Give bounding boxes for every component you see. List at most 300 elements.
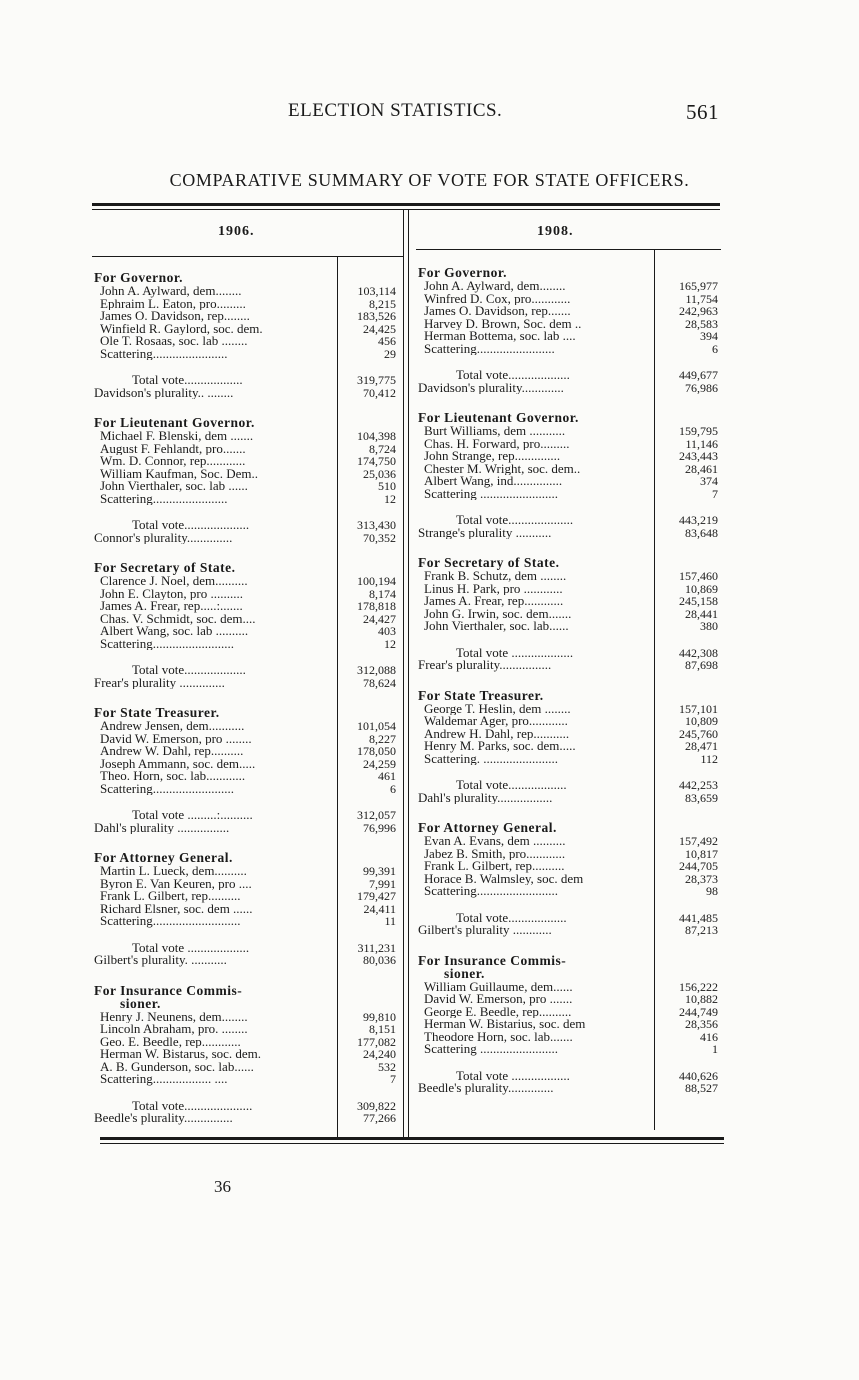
- plurality-label: Strange's plurality ...........: [418, 526, 552, 539]
- candidate-row: [418, 740, 722, 753]
- candidate-row: [94, 770, 400, 783]
- office-title: For Lieutenant Governor.: [418, 410, 579, 425]
- candidate-votes: 10,869: [685, 581, 718, 596]
- total-vote-label: Total vote ..................: [456, 1069, 570, 1082]
- candidate-name: Scattering.........................: [100, 782, 234, 795]
- total-vote-row: [418, 912, 722, 925]
- total-vote-label: Total vote..................: [456, 911, 567, 924]
- candidate-row: [94, 455, 400, 468]
- candidate-name: Andrew H. Dahl, rep...........: [424, 727, 570, 740]
- plurality-label: Beedle's plurality..............: [418, 1082, 554, 1095]
- candidate-votes: 24,411: [363, 901, 396, 916]
- candidate-votes: 7: [712, 486, 718, 501]
- plurality-value: 70,412: [363, 385, 396, 400]
- candidate-name: Winfield R. Gaylord, soc. dem.: [100, 322, 263, 335]
- candidate-votes: 98: [706, 884, 718, 898]
- plurality-value: 83,648: [685, 525, 718, 540]
- candidate-votes: 28,356: [685, 1017, 718, 1031]
- candidate-row: [418, 488, 722, 501]
- candidate-votes: 7: [390, 1072, 396, 1086]
- candidate-name: August F. Fehlandt, pro.......: [100, 442, 246, 455]
- candidate-name: Waldemar Ager, pro............: [424, 715, 568, 728]
- running-title: ELECTION STATISTICS.: [288, 100, 503, 121]
- candidate-votes: 244,705: [679, 859, 718, 873]
- candidate-row: [418, 981, 722, 994]
- candidate-votes: 24,427: [363, 611, 396, 626]
- office-section: [94, 982, 400, 1125]
- candidate-name: George E. Beedle, rep..........: [424, 1005, 572, 1018]
- candidate-row: [94, 430, 400, 443]
- candidate-row: [418, 1018, 722, 1031]
- candidate-row: [94, 310, 400, 323]
- office-section: [418, 952, 722, 1095]
- candidate-name: Byron E. Van Keuren, pro ....: [100, 877, 252, 890]
- candidate-name: Scattering.................. ....: [100, 1073, 228, 1086]
- plurality-label: Gilbert's plurality. ...........: [94, 954, 227, 967]
- candidate-votes: 99,810: [363, 1009, 396, 1024]
- office-title-continued: sioner.: [120, 995, 161, 1011]
- candidate-name: Herman W. Bistarius, soc. dem: [424, 1018, 586, 1031]
- candidate-votes: 183,526: [357, 309, 396, 323]
- candidate-votes: 101,054: [357, 719, 396, 733]
- candidate-votes: 243,443: [679, 449, 718, 463]
- office-section: [418, 822, 722, 937]
- total-vote-row: [418, 647, 722, 660]
- candidate-name: Frank L. Gilbert, rep..........: [100, 890, 241, 903]
- candidate-row: [418, 280, 722, 293]
- office-section: [418, 412, 722, 539]
- summary-title: COMPARATIVE SUMMARY OF VOTE FOR STATE OFFICERS.: [169, 170, 690, 190]
- candidate-votes: 157,460: [679, 569, 718, 583]
- plurality-row: [418, 382, 722, 395]
- candidate-name: John Vierthaler, soc. lab......: [424, 620, 569, 633]
- plurality-row: [94, 387, 400, 400]
- candidate-row: [94, 323, 400, 336]
- total-vote-row: [94, 374, 400, 387]
- candidate-name: Theo. Horn, soc. lab............: [100, 770, 246, 783]
- candidate-row: [94, 1023, 400, 1036]
- candidate-votes: 157,492: [679, 834, 718, 848]
- candidate-row: [94, 745, 400, 758]
- candidate-name: Richard Elsner, soc. dem ......: [100, 902, 253, 915]
- candidate-votes: 99,391: [363, 864, 396, 878]
- plurality-row: [418, 792, 722, 805]
- candidate-votes: 12: [384, 491, 396, 506]
- plurality-label: Gilbert's plurality ............: [418, 924, 552, 937]
- office-section: [94, 562, 400, 689]
- candidate-row: [94, 298, 400, 311]
- total-vote-row: [94, 1100, 400, 1113]
- candidate-row: [94, 480, 400, 493]
- candidate-votes: 461: [378, 769, 396, 783]
- candidate-row: [94, 903, 400, 916]
- candidate-name: Scattering...........................: [100, 915, 241, 928]
- office-title: For Insurance Commis-: [94, 982, 243, 998]
- plurality-label: Beedle's plurality...............: [94, 1112, 233, 1125]
- candidate-name: Scattering.......................: [100, 492, 228, 505]
- column-1908: [418, 249, 722, 1095]
- candidate-row: [94, 1073, 400, 1086]
- candidate-votes: 8,227: [369, 731, 396, 746]
- candidate-row: [418, 343, 722, 356]
- office-section: [418, 267, 722, 394]
- candidate-row: [418, 583, 722, 596]
- office-section: [94, 707, 400, 834]
- candidate-name: Scattering.......................: [100, 347, 228, 360]
- column-divider-right: [408, 209, 409, 1137]
- plurality-row: [94, 677, 400, 690]
- candidate-name: Albert Wang, ind...............: [424, 475, 563, 488]
- candidate-row: [418, 330, 722, 343]
- plurality-label: Davidson's plurality.. ........: [94, 386, 234, 399]
- candidate-votes: 28,373: [685, 871, 718, 886]
- candidate-row: [418, 425, 722, 438]
- candidate-name: William Guillaume, dem......: [424, 980, 573, 993]
- candidate-votes: 456: [378, 334, 396, 348]
- top-rule-thin: [92, 209, 720, 210]
- total-vote-label: Total vote ...................: [456, 646, 574, 659]
- office-title: For Insurance Commis-: [418, 952, 567, 968]
- candidate-name: William Kaufman, Soc. Dem..: [100, 467, 258, 480]
- candidate-row: [418, 463, 722, 476]
- candidate-votes: 156,222: [679, 979, 718, 994]
- plurality-row: [418, 924, 722, 937]
- total-vote-label: Total vote .........:..........: [132, 809, 253, 822]
- column-divider-left: [403, 209, 404, 1137]
- candidate-votes: 10,817: [685, 846, 718, 861]
- candidate-name: John A. Aylward, dem........: [100, 285, 242, 298]
- candidate-row: [94, 468, 400, 481]
- candidate-name: A. B. Gunderson, soc. lab......: [100, 1060, 254, 1073]
- plurality-value: 70,352: [363, 530, 396, 545]
- candidate-name: Harvey D. Brown, Soc. dem ..: [424, 317, 582, 330]
- candidate-name: Evan A. Evans, dem ..........: [424, 835, 566, 848]
- candidate-votes: 374: [700, 474, 718, 488]
- office-title-continued: sioner.: [444, 965, 485, 981]
- total-vote-row: [94, 942, 400, 955]
- candidate-row: [418, 1031, 722, 1044]
- total-vote-label: Total vote..................: [456, 779, 567, 792]
- candidate-votes: 532: [378, 1059, 396, 1074]
- candidate-name: Ephraim L. Eaton, pro.........: [100, 297, 246, 310]
- year-heading-1908: 1908.: [537, 224, 574, 239]
- candidate-row: [418, 450, 722, 463]
- office-title: For Lieutenant Governor.: [94, 415, 255, 430]
- total-vote-value: 312,088: [357, 663, 396, 677]
- office-title: For Governor.: [94, 270, 183, 285]
- office-title: For State Treasurer.: [94, 705, 220, 720]
- candidate-row: [418, 715, 722, 728]
- plurality-row: [94, 1112, 400, 1125]
- candidate-row: [418, 475, 722, 488]
- office-section: [94, 417, 400, 544]
- candidate-row: [418, 1043, 722, 1056]
- total-vote-value: 442,308: [679, 645, 718, 660]
- year-heading-1906: 1906.: [218, 224, 255, 239]
- candidate-votes: 380: [700, 619, 718, 633]
- candidate-row: [418, 305, 722, 318]
- candidate-row: [94, 733, 400, 746]
- candidate-row: [418, 885, 722, 898]
- candidate-name: Scattering.........................: [100, 637, 234, 650]
- total-vote-value: 440,626: [679, 1068, 718, 1083]
- candidate-name: Clarence J. Noel, dem..........: [100, 575, 248, 588]
- candidate-votes: 28,461: [685, 461, 718, 476]
- candidate-row: [418, 293, 722, 306]
- candidate-row: [418, 595, 722, 608]
- candidate-name: James O. Davidson, rep........: [100, 310, 250, 323]
- office-title: For Secretary of State.: [418, 555, 560, 570]
- total-vote-label: Total vote...................: [456, 369, 570, 382]
- total-vote-row: [418, 1070, 722, 1083]
- candidate-votes: 6: [390, 781, 396, 796]
- candidate-row: [94, 865, 400, 878]
- plurality-label: Frear's plurality ..............: [94, 676, 225, 689]
- plurality-label: Connor's plurality..............: [94, 531, 233, 544]
- candidate-row: [94, 335, 400, 348]
- candidate-row: [94, 348, 400, 361]
- column-1906: [94, 254, 400, 1125]
- total-vote-row: [418, 369, 722, 382]
- candidate-votes: 179,427: [357, 889, 396, 903]
- total-vote-label: Total vote...................: [132, 664, 246, 677]
- candidate-name: George T. Heslin, dem ........: [424, 702, 571, 715]
- candidate-row: [94, 1036, 400, 1049]
- candidate-row: [94, 493, 400, 506]
- candidate-votes: 416: [700, 1029, 718, 1044]
- candidate-row: [418, 993, 722, 1006]
- total-vote-label: Total vote....................: [132, 519, 250, 532]
- office-title: For Secretary of State.: [94, 560, 236, 575]
- candidate-name: James A. Frear, rep.....:.......: [100, 600, 243, 613]
- candidate-name: Henry M. Parks, soc. dem.....: [424, 740, 576, 753]
- candidate-row: [94, 720, 400, 733]
- candidate-votes: 103,114: [357, 284, 396, 298]
- office-section: [94, 272, 400, 399]
- top-rule-thick: [92, 203, 720, 206]
- candidate-name: Jabez B. Smith, pro............: [424, 847, 566, 860]
- candidate-votes: 11,146: [685, 436, 718, 451]
- total-vote-row: [418, 514, 722, 527]
- candidate-row: [94, 638, 400, 651]
- plurality-value: 78,624: [363, 675, 396, 690]
- candidate-votes: 174,750: [357, 454, 396, 468]
- candidate-row: [94, 613, 400, 626]
- total-vote-label: Total vote....................: [456, 514, 574, 527]
- candidate-name: Chas. V. Schmidt, soc. dem....: [100, 612, 256, 625]
- total-vote-row: [94, 664, 400, 677]
- candidate-row: [94, 758, 400, 771]
- plurality-label: Dahl's plurality.................: [418, 791, 553, 804]
- total-vote-value: 309,822: [357, 1098, 396, 1113]
- candidate-votes: 8,724: [369, 441, 396, 456]
- candidate-votes: 10,809: [685, 714, 718, 728]
- total-vote-value: 313,430: [357, 518, 396, 532]
- plurality-row: [94, 532, 400, 545]
- candidate-name: Herman Bottema, soc. lab ....: [424, 330, 576, 343]
- candidate-votes: 7,991: [369, 876, 396, 891]
- candidate-row: [418, 620, 722, 633]
- candidate-votes: 157,101: [679, 701, 718, 716]
- candidate-row: [94, 285, 400, 298]
- candidate-votes: 11: [384, 914, 396, 928]
- office-title: For State Treasurer.: [418, 687, 544, 703]
- total-vote-label: Total vote..................: [132, 374, 243, 387]
- total-vote-value: 443,219: [679, 513, 718, 527]
- total-vote-row: [94, 519, 400, 532]
- candidate-name: Herman W. Bistarus, soc. dem.: [100, 1048, 262, 1061]
- total-vote-row: [94, 809, 400, 822]
- candidate-row: [94, 443, 400, 456]
- candidate-votes: 6: [712, 341, 718, 356]
- candidate-name: Geo. E. Beedle, rep............: [100, 1035, 241, 1048]
- page-number: 561: [686, 100, 719, 124]
- candidate-votes: 178,818: [357, 599, 396, 613]
- total-vote-value: 319,775: [357, 373, 396, 387]
- candidate-row: [418, 753, 722, 766]
- plurality-value: 83,659: [685, 790, 718, 805]
- candidate-name: John G. Irwin, soc. dem.......: [424, 607, 572, 620]
- candidate-name: Ole T. Rosaas, soc. lab ........: [100, 335, 248, 348]
- candidate-votes: 10,882: [685, 992, 718, 1006]
- candidate-votes: 29: [384, 346, 396, 361]
- candidate-row: [94, 1011, 400, 1024]
- candidate-votes: 100,194: [357, 574, 396, 588]
- candidate-row: [94, 1048, 400, 1061]
- candidate-name: John Strange, rep..............: [424, 450, 561, 463]
- candidate-name: Burt Williams, dem ...........: [424, 425, 566, 438]
- candidate-name: Wm. D. Connor, rep............: [100, 455, 246, 468]
- candidate-name: Frank L. Gilbert, rep..........: [424, 860, 565, 873]
- total-vote-row: [418, 779, 722, 792]
- office-section: [418, 557, 722, 672]
- plurality-row: [418, 659, 722, 672]
- candidate-row: [94, 575, 400, 588]
- plurality-label: Dahl's plurality ................: [94, 821, 230, 834]
- plurality-row: [418, 527, 722, 540]
- candidate-votes: 242,963: [679, 304, 718, 318]
- candidate-row: [418, 703, 722, 716]
- total-vote-label: Total vote.....................: [132, 1099, 253, 1112]
- candidate-votes: 24,240: [363, 1047, 396, 1061]
- candidate-row: [94, 783, 400, 796]
- candidate-name: Joseph Ammann, soc. dem.....: [100, 757, 256, 770]
- total-vote-value: 449,677: [679, 368, 718, 382]
- office-title: For Attorney General.: [418, 820, 557, 835]
- candidate-name: Andrew W. Dahl, rep..........: [100, 745, 244, 758]
- plurality-value: 87,213: [685, 923, 718, 937]
- candidate-name: Scattering........................: [424, 342, 555, 355]
- candidate-votes: 28,471: [685, 739, 718, 753]
- plurality-value: 80,036: [363, 953, 396, 967]
- total-vote-value: 442,253: [679, 778, 718, 792]
- candidate-votes: 178,050: [357, 744, 396, 758]
- candidate-row: [418, 873, 722, 886]
- candidate-votes: 394: [700, 329, 718, 343]
- plurality-value: 88,527: [685, 1081, 718, 1095]
- candidate-name: Michael F. Blenski, dem .......: [100, 430, 254, 443]
- candidate-name: John E. Clayton, pro ..........: [100, 587, 243, 600]
- candidate-name: Andrew Jensen, dem...........: [100, 720, 245, 733]
- candidate-name: Scattering.........................: [424, 885, 558, 898]
- candidate-row: [418, 318, 722, 331]
- candidate-votes: 8,151: [369, 1022, 396, 1036]
- candidate-row: [418, 835, 722, 848]
- candidate-name: Albert Wang, soc. lab ..........: [100, 625, 249, 638]
- plurality-value: 87,698: [685, 658, 718, 672]
- candidate-votes: 510: [378, 479, 396, 493]
- candidate-name: Chester M. Wright, soc. dem..: [424, 462, 581, 475]
- plurality-value: 77,266: [363, 1111, 396, 1125]
- plurality-label: Davidson's plurality.............: [418, 381, 564, 394]
- candidate-row: [418, 438, 722, 451]
- candidate-name: James O. Davidson, rep.......: [424, 305, 571, 318]
- candidate-votes: 403: [378, 624, 396, 638]
- bottom-rule-thick: [100, 1137, 724, 1140]
- candidate-name: Scattering ........................: [424, 487, 558, 500]
- candidate-votes: 28,441: [685, 606, 718, 621]
- candidate-row: [418, 1006, 722, 1019]
- plurality-value: 76,986: [685, 380, 718, 395]
- candidate-name: Henry J. Neunens, dem........: [100, 1010, 248, 1023]
- candidate-row: [418, 728, 722, 741]
- office-section: [418, 687, 722, 805]
- candidate-name: Lincoln Abraham, pro. ........: [100, 1023, 248, 1036]
- candidate-row: [418, 860, 722, 873]
- candidate-name: David W. Emerson, pro .......: [424, 993, 573, 1006]
- candidate-votes: 159,795: [679, 424, 718, 438]
- candidate-name: Scattering. .......................: [424, 752, 558, 765]
- total-vote-value: 312,057: [357, 808, 396, 822]
- candidate-name: Martin L. Lueck, dem..........: [100, 865, 247, 878]
- candidate-votes: 25,036: [363, 466, 396, 481]
- bottom-rule-thin: [100, 1143, 724, 1144]
- candidate-votes: 165,977: [679, 279, 718, 293]
- candidate-votes: 24,425: [363, 321, 396, 336]
- candidate-row: [94, 878, 400, 891]
- office-title: For Governor.: [418, 265, 507, 280]
- candidate-votes: 8,174: [369, 586, 396, 601]
- candidate-name: David W. Emerson, pro ........: [100, 732, 252, 745]
- plurality-row: [94, 954, 400, 967]
- candidate-votes: 104,398: [357, 429, 396, 443]
- candidate-name: Linus H. Park, pro ............: [424, 582, 563, 595]
- signature-mark: 36: [214, 1177, 231, 1196]
- candidate-votes: 28,583: [685, 316, 718, 331]
- office-title: For Attorney General.: [94, 850, 233, 865]
- candidate-name: Scattering ........................: [424, 1043, 558, 1056]
- candidate-votes: 177,082: [357, 1034, 396, 1049]
- candidate-votes: 244,749: [679, 1004, 718, 1019]
- candidate-name: Frank B. Schutz, dem ........: [424, 570, 567, 583]
- candidate-name: James A. Frear, rep............: [424, 595, 564, 608]
- plurality-value: 76,996: [363, 820, 396, 835]
- candidate-row: [94, 1061, 400, 1074]
- total-vote-label: Total vote ...................: [132, 941, 250, 954]
- plurality-label: Frear's plurality................: [418, 659, 552, 672]
- candidate-votes: 12: [384, 636, 396, 651]
- candidate-votes: 11,754: [685, 291, 718, 306]
- total-vote-value: 311,231: [357, 940, 396, 955]
- candidate-votes: 112: [700, 751, 718, 766]
- candidate-name: Horace B. Walmsley, soc. dem: [424, 872, 584, 885]
- candidate-row: [94, 625, 400, 638]
- candidate-row: [94, 890, 400, 903]
- candidate-votes: 1: [712, 1042, 718, 1056]
- candidate-name: John Vierthaler, soc. lab ......: [100, 480, 248, 493]
- candidate-name: Winfred D. Cox, pro............: [424, 292, 571, 305]
- total-vote-value: 441,485: [679, 910, 718, 925]
